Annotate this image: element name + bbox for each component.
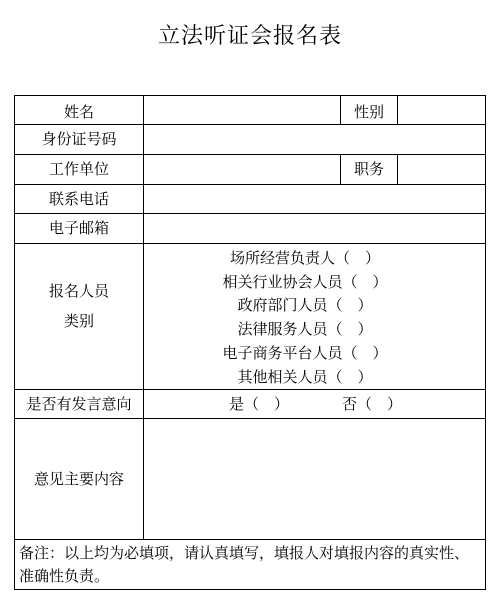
speak-yes-option[interactable]: 是（ ） — [228, 394, 289, 413]
position-label: 职务 — [353, 160, 384, 178]
category-option-venue-manager[interactable]: 场所经营负责人（ ） — [229, 249, 380, 267]
category-option-government[interactable]: 政府部门人员（ ） — [237, 296, 373, 315]
work-unit-label: 工作单位 — [48, 160, 109, 178]
registration-form-table — [14, 95, 486, 590]
gender-label: 性别 — [353, 102, 384, 121]
gender-input[interactable] — [398, 96, 485, 124]
category-option-other[interactable]: 其他相关人员（ ） — [237, 367, 373, 386]
position-input[interactable] — [398, 155, 485, 184]
category-option-legal-services[interactable]: 法律服务人员（ ） — [237, 320, 373, 339]
name-label: 姓名 — [63, 102, 94, 121]
form-note: 备注：以上均为必填项，请认真填写，填报人对填报内容的真实性、准确性负责。 — [19, 544, 470, 585]
speak-intention-label: 是否有发言意向 — [26, 394, 132, 413]
form-title: 立法听证会报名表 — [157, 24, 342, 49]
id-number-input[interactable] — [144, 125, 485, 154]
id-number-label: 身份证号码 — [41, 130, 117, 148]
category-label-line1: 报名人员 — [48, 282, 109, 300]
category-option-ecommerce-platform[interactable]: 电子商务平台人员（ ） — [222, 343, 388, 362]
phone-input[interactable] — [144, 185, 485, 213]
speak-no-option[interactable]: 否（ ） — [341, 394, 402, 413]
row-divider — [15, 243, 485, 244]
category-label — [15, 276, 143, 336]
phone-label: 联系电话 — [48, 189, 109, 208]
email-input[interactable] — [144, 214, 485, 243]
email-label: 电子邮箱 — [48, 219, 109, 237]
name-input[interactable] — [144, 96, 340, 124]
row-divider — [15, 539, 485, 540]
work-unit-input[interactable] — [144, 155, 340, 184]
category-options — [144, 247, 466, 389]
opinion-label: 意见主要内容 — [33, 469, 124, 488]
category-option-industry-association[interactable]: 相关行业协会人员（ ） — [222, 272, 388, 291]
opinion-input[interactable] — [144, 419, 485, 539]
category-label-line2: 类别 — [63, 312, 94, 330]
